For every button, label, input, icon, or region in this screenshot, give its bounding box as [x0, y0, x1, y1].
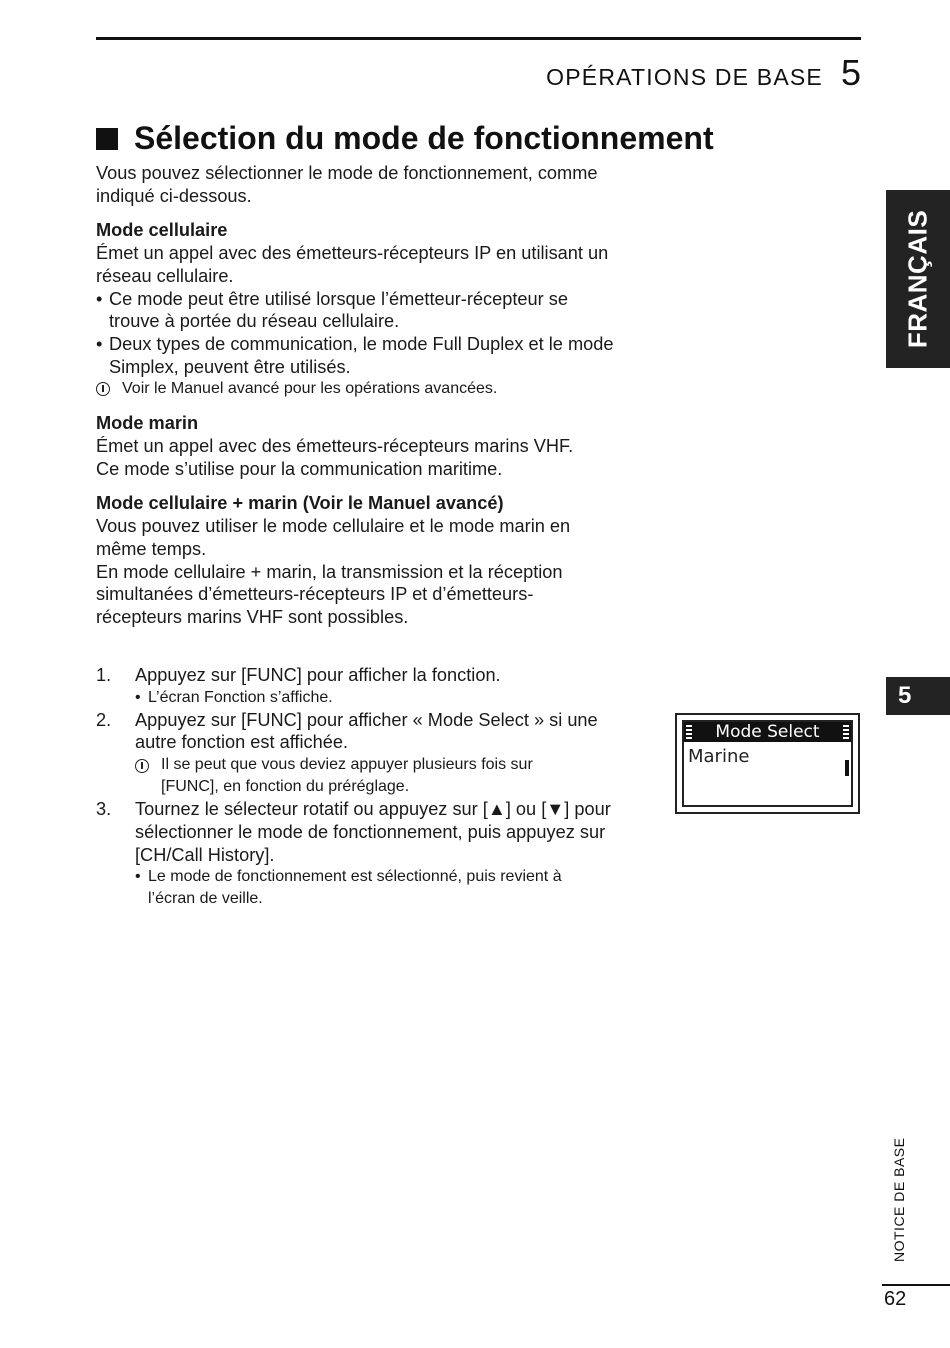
lcd-scrollbar [845, 760, 849, 776]
step-text: Appuyez sur [FUNC] pour afficher la fonction. [135, 665, 501, 685]
note-text: Voir le Manuel avancé pour les opérations avancées. [122, 380, 498, 398]
lcd-title: Mode Select [715, 722, 820, 742]
page-number: 62 [884, 1288, 907, 1310]
info-icon [96, 382, 110, 396]
step-3 [96, 798, 656, 866]
footer-label: NOTICE DE BASE [891, 1137, 907, 1262]
lcd-display [682, 720, 853, 807]
combined-line: En mode cellulaire + marin, la transmission et la réception [96, 561, 563, 582]
menu-lines-icon [843, 725, 849, 739]
lcd-title-bar [684, 722, 851, 742]
chapter-tab: 5 [886, 677, 950, 715]
combined-line: Vous pouvez utiliser le mode cellulaire et le mode marin en [96, 516, 571, 537]
cellular-line: réseau cellulaire. [96, 265, 234, 286]
note-text: Il se peut que vous deviez appuyer plusieurs fois sur [161, 756, 533, 774]
section-title [96, 120, 714, 157]
footer-rule [882, 1284, 950, 1286]
sub-text: Le mode de fonctionnement est sélectionné, puis revient à [148, 868, 562, 886]
step-number: 1. [96, 665, 112, 685]
bullet-line: Deux types de communication, le mode Full Duplex et le mode [109, 333, 614, 354]
combined-line: récepteurs marins VHF sont possibles. [96, 606, 409, 627]
language-tab [886, 190, 950, 368]
step-text: Tournez le sélecteur rotatif ou appuyez sur [▲] ou [▼] pour [135, 799, 611, 820]
marine-line: Ce mode s’utilise pour la communication maritime. [96, 458, 503, 479]
main-content [96, 162, 656, 629]
sub-text: L’écran Fonction s’affiche. [148, 688, 333, 706]
step-text: [CH/Call History]. [135, 844, 275, 865]
step-2-note [96, 754, 656, 798]
cellular-heading: Mode cellulaire [96, 220, 228, 241]
step-text: autre fonction est affichée. [135, 732, 349, 753]
combined-line: simultanées d’émetteurs-récepteurs IP et d’émetteurs- [96, 584, 534, 605]
bullet-line: trouve à portée du réseau cellulaire. [109, 311, 400, 332]
bullet-dot: • [96, 333, 103, 354]
cellular-note [96, 378, 656, 400]
note-text: [FUNC], en fonction du préréglage. [161, 778, 410, 796]
language-tab-label: FRANÇAIS [902, 209, 933, 349]
step-1 [96, 664, 656, 687]
cellular-bullet [96, 333, 656, 378]
marine-line: Émet un appel avec des émetteurs-récepteurs marins VHF. [96, 436, 574, 457]
bullet-dot: • [135, 868, 141, 886]
step-1-sub [96, 687, 656, 709]
combined-heading: Mode cellulaire + marin (Voir le Manuel avancé) [96, 493, 504, 514]
info-icon [135, 759, 149, 773]
combined-line: même temps. [96, 538, 207, 559]
bullet-line: Simplex, peuvent être utilisés. [109, 356, 351, 377]
step-text: sélectionner le mode de fonctionnement, puis appuyez sur [135, 821, 606, 842]
chapter-title: OPÉRATIONS DE BASE [546, 64, 823, 90]
bullet-line: Ce mode peut être utilisé lorsque l’émetteur-récepteur se [109, 288, 568, 309]
section-title-text: Sélection du mode de fonctionnement [134, 120, 714, 156]
step-number: 3. [96, 799, 112, 820]
lcd-screen-illustration [675, 713, 860, 814]
menu-lines-icon [686, 725, 692, 739]
square-bullet-icon [96, 128, 118, 150]
chapter-number: 5 [840, 52, 861, 93]
step-2 [96, 709, 656, 754]
sub-text: l’écran de veille. [148, 890, 263, 908]
header-rule [96, 37, 861, 40]
chapter-header [546, 52, 861, 94]
intro-line: indiqué ci-dessous. [96, 185, 252, 206]
lcd-selected-value: Marine [688, 746, 750, 767]
step-text: Appuyez sur [FUNC] pour afficher « Mode Select » si une [135, 709, 598, 730]
cellular-line: Émet un appel avec des émetteurs-récepteurs IP en utilisant un [96, 243, 609, 264]
bullet-dot: • [96, 288, 103, 309]
step-3-sub [96, 866, 656, 910]
intro-line: Vous pouvez sélectionner le mode de fonctionnement, comme [96, 163, 598, 183]
step-number: 2. [96, 709, 112, 730]
cellular-bullet [96, 288, 656, 333]
marine-heading: Mode marin [96, 413, 199, 434]
procedure-steps [96, 664, 656, 910]
bullet-dot: • [135, 688, 141, 706]
